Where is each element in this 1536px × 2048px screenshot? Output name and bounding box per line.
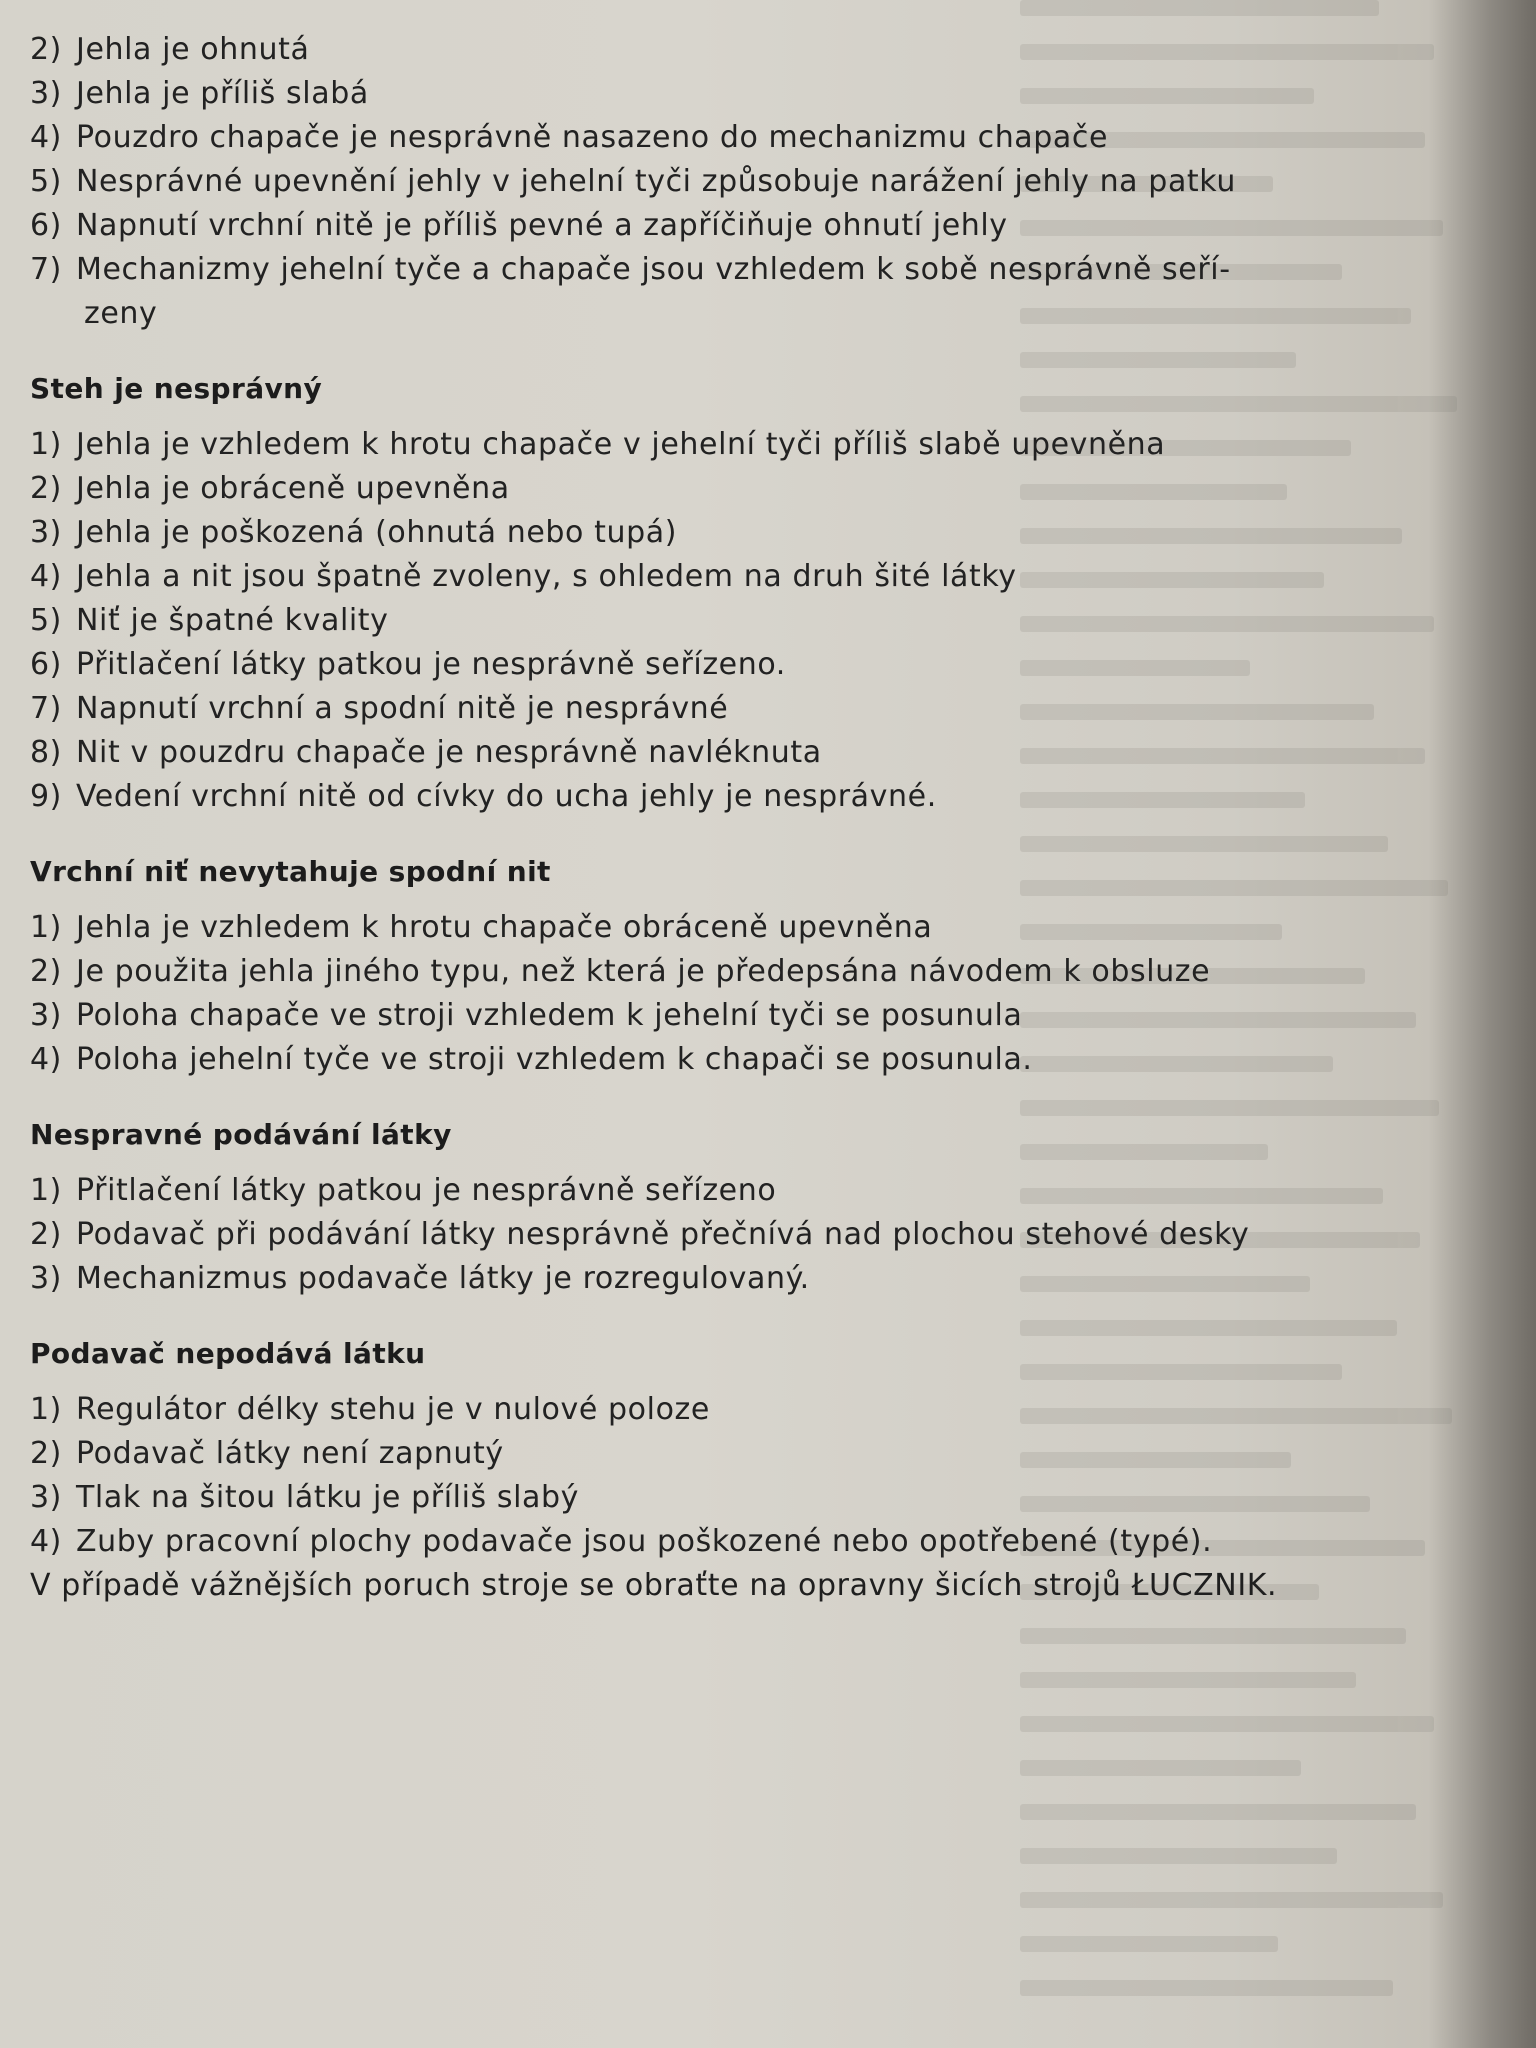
list-item (30, 643, 1370, 687)
list-item (30, 1476, 1370, 1520)
item-text: Napnutí vrchní nitě je příliš pevné a zapříčiňuje ohnutí jehly (76, 208, 1008, 243)
list-item (30, 775, 1370, 819)
item-number: 3) (30, 515, 62, 550)
item-text: Přitlačení látky patkou je nesprávně seřízeno. (76, 647, 786, 682)
item-number: 1) (30, 427, 62, 462)
item-number: 7) (30, 691, 62, 726)
item-text: Jehla je poškozená (ohnutá nebo tupá) (76, 515, 678, 550)
list-item (30, 687, 1370, 731)
list-item (30, 248, 1370, 292)
item-number: 2) (30, 1217, 62, 1252)
item-text: Jehla a nit jsou špatně zvoleny, s ohledem na druh šité látky (76, 559, 1017, 594)
item-number: 3) (30, 1261, 62, 1296)
item-text: Mechanizmus podavače látky je rozregulovaný. (76, 1261, 810, 1296)
item-text: Jehla je vzhledem k hrotu chapače v jehelní tyči příliš slabě upevněna (76, 427, 1166, 462)
item-text: Jehla je vzhledem k hrotu chapače obráceně upevněna (76, 910, 933, 945)
list-item (30, 1038, 1370, 1082)
list-item (30, 906, 1370, 950)
item-text: Vedení vrchní nitě od cívky do ucha jehly je nesprávné. (76, 779, 937, 814)
list-item (30, 423, 1370, 467)
list-item (30, 1520, 1370, 1564)
item-number: 2) (30, 1436, 62, 1471)
item-text: Tlak na šitou látku je příliš slabý (76, 1480, 580, 1515)
item-text: Je použita jehla jiného typu, než která je předepsána návodem k obsluze (76, 954, 1211, 989)
section-vrchni-nit-nevytahuje (30, 855, 1370, 1082)
list-item (30, 467, 1370, 511)
list-item (30, 994, 1370, 1038)
item-number: 7) (30, 252, 62, 287)
item-number: 3) (30, 998, 62, 1033)
item-number: 1) (30, 1173, 62, 1208)
list-item (30, 28, 1370, 72)
list-item (30, 511, 1370, 555)
item-number: 5) (30, 603, 62, 638)
item-number: 1) (30, 1392, 62, 1427)
item-number: 8) (30, 735, 62, 770)
list-item (30, 160, 1370, 204)
item-number: 4) (30, 120, 62, 155)
item-text: Přitlačení látky patkou je nesprávně seřízeno (76, 1173, 777, 1208)
item-number: 2) (30, 954, 62, 989)
list-item (30, 1213, 1370, 1257)
list-item (30, 599, 1370, 643)
item-text: Jehla je příliš slabá (76, 76, 369, 111)
item-text: Nit v pouzdru chapače je nesprávně navléknuta (76, 735, 822, 770)
section-podavac-nepodava (30, 1337, 1370, 1564)
section-heading: Podavač nepodává látku (30, 1337, 426, 1370)
item-text: Poloha chapače ve stroji vzhledem k jehelní tyči se posunula (76, 998, 1023, 1033)
section-heading: Steh je nesprávný (30, 372, 323, 405)
item-text: Nesprávné upevnění jehly v jehelní tyči způsobuje narážení jehly na patku (76, 164, 1236, 199)
section-heading: Vrchní niť nevytahuje spodní nit (30, 855, 551, 888)
item-text: Jehla je obráceně upevněna (76, 471, 510, 506)
footer-note: V případě vážnějších poruch stroje se obraťte na opravny šicích strojů ŁUCZNIK. (30, 1568, 1278, 1603)
list-item (30, 72, 1370, 116)
item-text: Mechanizmy jehelní tyče a chapače jsou vzhledem k sobě nesprávně seří- (76, 252, 1231, 287)
item-number: 3) (30, 76, 62, 111)
list-item (30, 1388, 1370, 1432)
item-number: 4) (30, 559, 62, 594)
item-number: 1) (30, 910, 62, 945)
intro-list (30, 28, 1370, 336)
section-nespravne-podavani (30, 1118, 1370, 1301)
content-column (30, 28, 1370, 1608)
list-item (30, 950, 1370, 994)
item-text: Podavač při podávání látky nesprávně přečnívá nad plochou stehové desky (76, 1217, 1250, 1252)
item-number: 2) (30, 32, 62, 67)
section-heading: Nespravné podávání látky (30, 1118, 452, 1151)
item-number: 6) (30, 208, 62, 243)
item-number: 6) (30, 647, 62, 682)
item-text: Jehla je ohnutá (76, 32, 310, 67)
list-item (30, 116, 1370, 160)
item-text: Podavač látky není zapnutý (76, 1436, 504, 1471)
item-text: Niť je špatné kvality (76, 603, 389, 638)
item-text: Pouzdro chapače je nesprávně nasazeno do mechanizmu chapače (76, 120, 1109, 155)
item-number: 3) (30, 1480, 62, 1515)
item-text: Zuby pracovní plochy podavače jsou poškozené nebo opotřebené (typé). (76, 1524, 1213, 1559)
item-number: 2) (30, 471, 62, 506)
item-number: 4) (30, 1042, 62, 1077)
item-text: Napnutí vrchní a spodní nitě je nesprávné (76, 691, 729, 726)
section-steh-je-nespravny (30, 372, 1370, 819)
item-number: 4) (30, 1524, 62, 1559)
item-text: Regulátor délky stehu je v nulové poloze (76, 1392, 710, 1427)
list-item (30, 1169, 1370, 1213)
list-item-continuation: zeny (84, 296, 158, 331)
list-item (30, 731, 1370, 775)
list-item (30, 1432, 1370, 1476)
list-item (30, 1257, 1370, 1301)
item-number: 9) (30, 779, 62, 814)
item-text: Poloha jehelní tyče ve stroji vzhledem k chapači se posunula. (76, 1042, 1033, 1077)
list-item (30, 555, 1370, 599)
item-number: 5) (30, 164, 62, 199)
list-item (30, 204, 1370, 248)
